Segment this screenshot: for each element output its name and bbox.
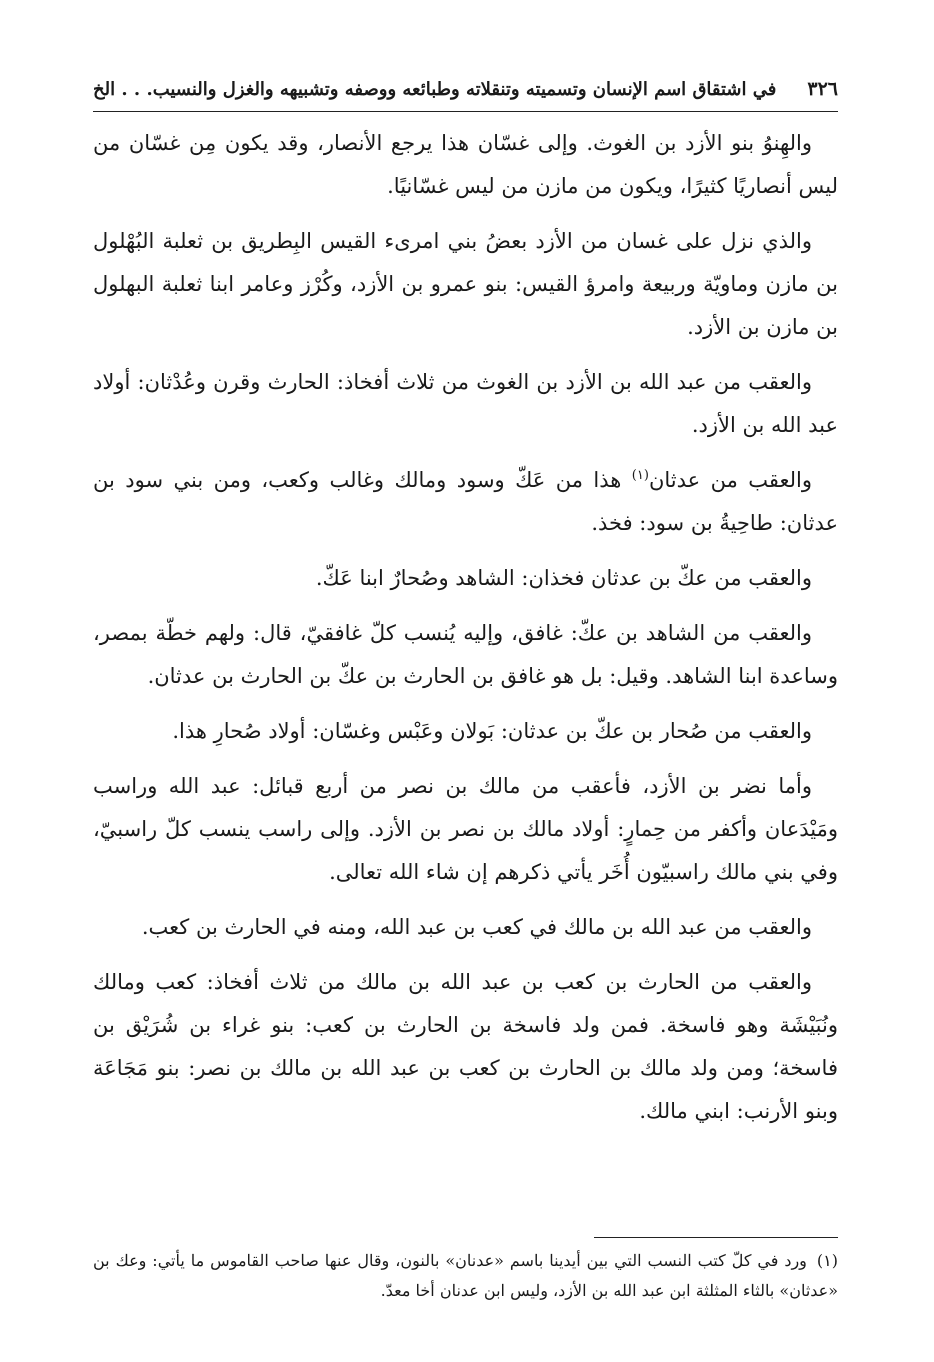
paragraph: والعقب من عبد الله بن مالك في كعب بن عبد الله، ومنه في الحارث بن كعب.: [141, 915, 812, 939]
page-number: ٣٢٦: [807, 78, 838, 100]
main-text: [93, 122, 838, 1133]
paragraph: والعقب من الشاهد بن عكّ: غافق، وإليه يُنسب كلّ غافقيّ، قال: ولهم خطّة بمصر، وساعدة ابنا الشاهد. وقيل: بل هو غافق بن الحارث بن عكّ بن الحارث بن عدثان.: [93, 621, 838, 688]
paragraph: والعقب من عبد الله بن الأزد بن الغوث من ثلاث أفخاذ: الحارث وقرن وعُدْثان: أولاد عبد الله بن الأزد.: [93, 370, 838, 437]
running-header: [93, 74, 838, 112]
paragraph: والذي نزل على غسان من الأزد بعضُ بني امرىء القيس البِطريق بن ثعلبة البُهْلول بن مازن وماويّة وربيعة وامرؤ القيس: بنو عمرو بن الأزد، وكُرْز وعامر ابنا ثعلبة البهلول بن مازن بن الأزد.: [93, 229, 838, 339]
book-page: [93, 74, 838, 1145]
paragraph: والعقب من صُحار بن عكّ بن عدثان: بَولان وعَبْس وغسّان: أولاد صُحارِ هذا.: [172, 719, 812, 743]
footnote-reference[interactable]: (١): [631, 468, 649, 483]
footnote-number: (١): [816, 1251, 838, 1270]
paragraph-lead: والعقب من عدثان: [648, 468, 812, 492]
paragraph: والعقب من عكّ بن عدثان فخذان: الشاهد وصُحارٌ ابنا عَكّ.: [315, 566, 812, 590]
paragraph: والعقب من الحارث بن كعب بن عبد الله بن مالك من ثلاث أفخاذ: كعب ومالك ونُبَيْشَة وهو فاسخة. فمن ولد فاسخة بن الحارث بن كعب: بنو غراء بن شُرَيْق بن فاسخة؛ ومن ولد مالك بن الحارث بن كعب بن عبد الله بن مالك بن نصر: بنو مَجَاعَة وبنو الأرنب: ابني مالك.: [93, 970, 838, 1123]
paragraph: وأما نضر بن الأزد، فأعقب من مالك بن نصر من أربع قبائل: عبد الله وراسب ومَيْدَعان وأكفر من حِمارٍ: أولاد مالك بن نصر بن الأزد. وإلى راسب ينسب كلّ راسبيّ، وفي بني مالك راسبيّون أُخَر يأتي ذكرهم إن شاء الله تعالى.: [93, 774, 838, 884]
paragraph-with-footnote: [93, 459, 838, 545]
footnote: [93, 1246, 838, 1306]
running-title: في اشتقاق اسم الإنسان وتسميته وتنقلاته وطبائعه ووصفه وتشبيهه والغزل والنسيب. . . الخ: [93, 79, 777, 100]
paragraph: والهِنوُ بنو الأزد بن الغوث. وإلى غسّان هذا يرجع الأنصار، وقد يكون مِن غسّان من ليس أنصاريًا كثيرًا، ويكون من مازن من ليس غسّانيًا.: [93, 131, 838, 198]
footnote-divider: [594, 1237, 838, 1238]
paragraph-rest: هذا من عَكّ وسود ومالك وغالب وكعب، ومن بني سود بن عدثان: طاحِيةُ بن سود: فخذ.: [93, 468, 838, 535]
footnote-text: ورد في كلّ كتب النسب التي بين أيدينا باسم «عدنان» بالنون، وقال عنها صاحب القاموس ما يأتي: وعك بن «عدثان» بالثاء المثلثة ابن عبد الله بن الأزد، وليس ابن عدنان أخا معدّ.: [93, 1251, 838, 1300]
